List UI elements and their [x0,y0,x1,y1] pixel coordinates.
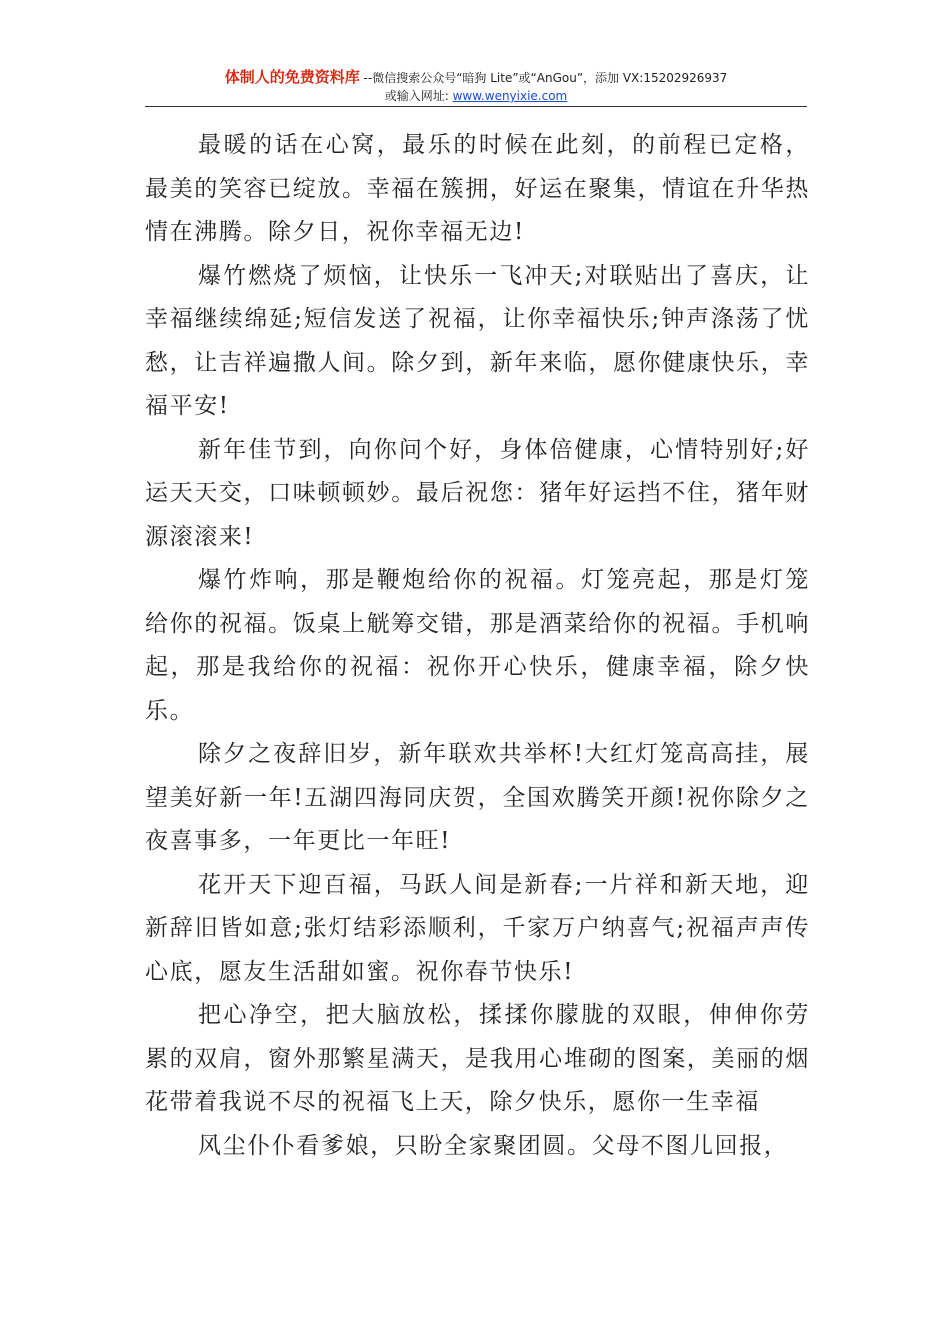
wechat-promo-text: 微信搜索公众号“暗狗 Lite”或“AnGou”，添加 VX:15202926937 [372,71,728,85]
header-line-2 [145,87,807,105]
paragraph: 除夕之夜辞旧岁，新年联欢共举杯!大红灯笼高高挂，展望美好新一年!五湖四海同庆贺，全国欢腾笑开颜!祝你除夕之夜喜事多，一年更比一年旺! [145,741,810,854]
paragraph: 新年佳节到，向你问个好，身体倍健康，心情特别好;好运天天交，口味顿顿妙。最后祝您：猪年好运挡不住，猪年财源滚滚来! [145,436,810,550]
header-separator: -- [359,71,373,85]
paragraph: 最暖的话在心窝，最乐的时候在此刻，的前程已定格，最美的笑容已绽放。幸福在簇拥，好运在聚集，情谊在升华热情在沸腾。除夕日，祝你幸福无边! [145,132,810,245]
paragraph: 爆竹炸响，那是鞭炮给你的祝福。灯笼亮起，那是灯笼给你的祝福。饭桌上觥筹交错，那是酒菜给你的祝福。手机响起，那是我给你的祝福：祝你开心快乐，健康幸福，除夕快乐。 [145,567,810,724]
brand-title: 体制人的免费资料库 [224,68,360,86]
paragraph: 把心净空，把大脑放松，揉揉你朦胧的双眼，伸伸你劳累的双肩，窗外那繁星满天，是我用心堆砌的图案，美丽的烟花带着我说不尽的祝福飞上天，除夕快乐，愿你一生幸福 [145,1002,810,1115]
paragraph: 花开天下迎百福，马跃人间是新春;一片祥和新天地，迎新辞旧皆如意;张灯结彩添顺利，千家万户纳喜气;祝福声声传心底，愿友生活甜如蜜。祝你春节快乐! [145,871,810,985]
site-label: 或输入网址: [384,89,453,103]
paragraph: 爆竹燃烧了烦恼，让快乐一飞冲天;对联贴出了喜庆，让幸福继续绵延;短信发送了祝福，让你幸福快乐;钟声涤荡了忧愁，让吉祥遍撒人间。除夕到，新年来临，愿你健康快乐，幸福平安! [145,262,810,419]
header-line-1 [145,68,807,87]
site-url-link[interactable]: www.wenyixie.com [452,89,568,103]
header-divider [145,106,807,107]
document-body [145,124,810,1168]
paragraph: 风尘仆仆看爹娘，只盼全家聚团圆。父母不图儿回报， [198,1132,789,1159]
page-header [145,68,807,105]
